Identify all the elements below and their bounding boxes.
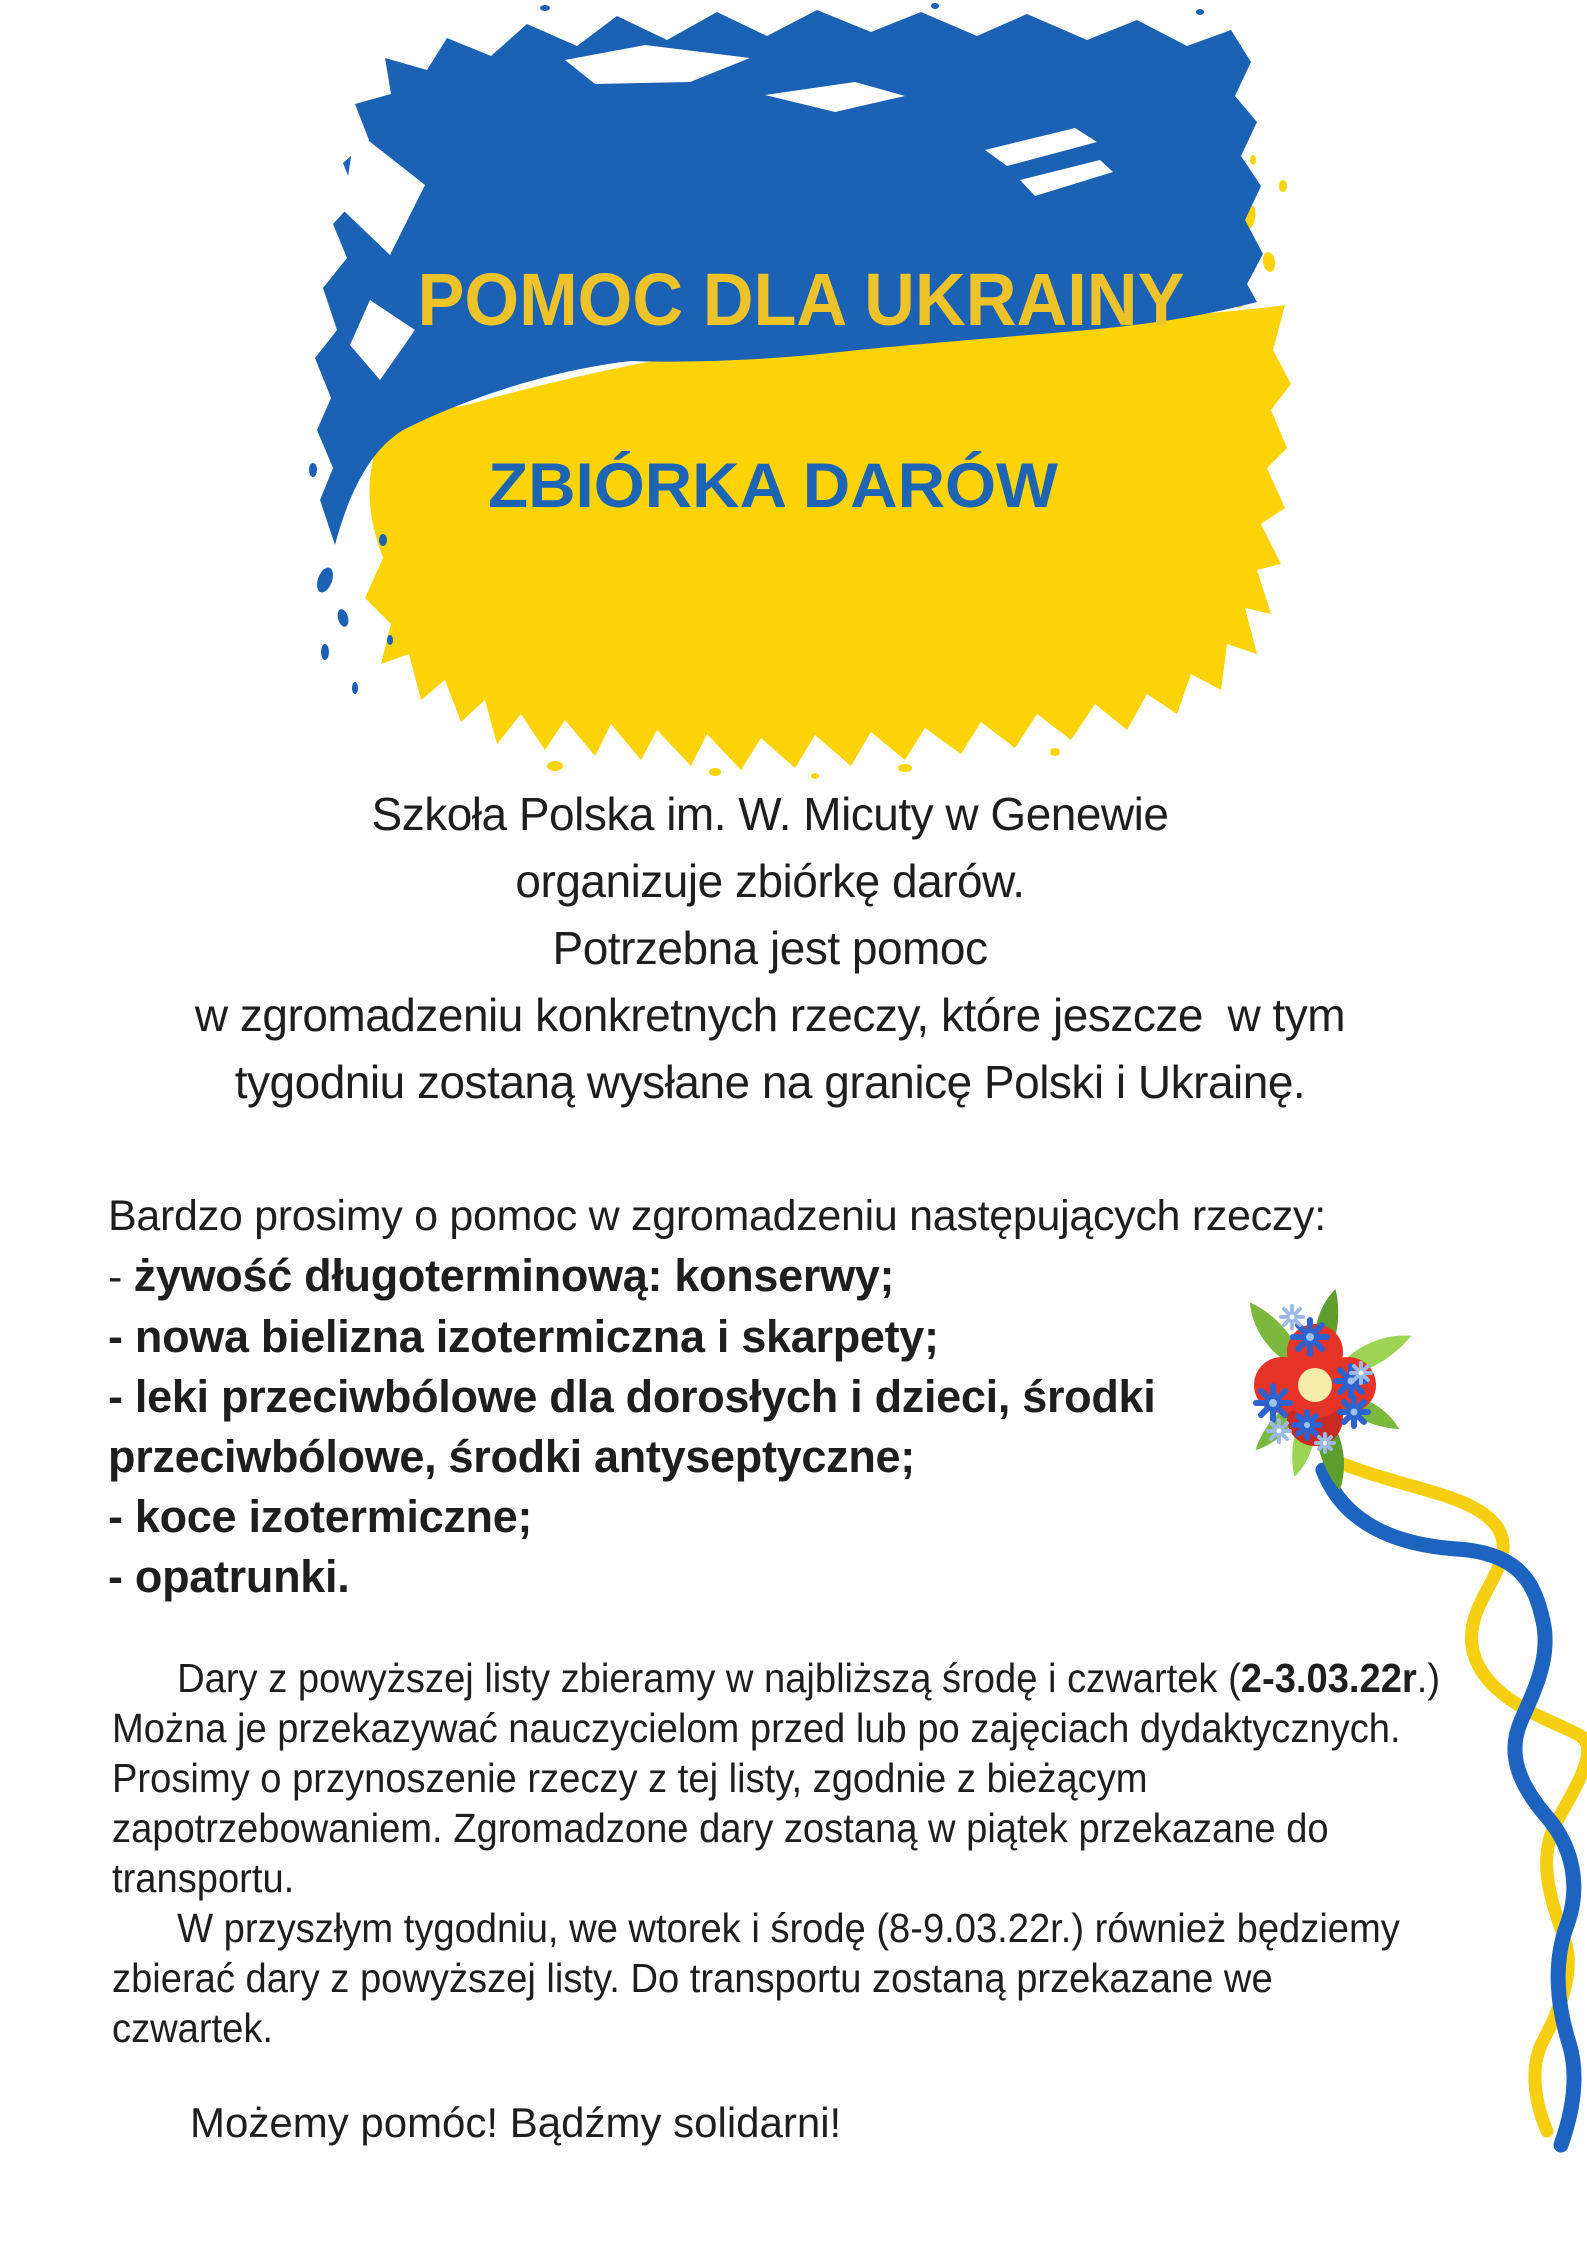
paragraph-text: .)	[1416, 1655, 1441, 1701]
closing-slogan: Możemy pomóc! Bądźmy solidarni!	[190, 2099, 842, 2146]
paragraph1-line: zapotrzebowaniem. Zgromadzone dary zostaną w piątek przekazane do	[112, 1805, 1329, 1851]
paragraph-text: Dary z powyższej listy zbieramy w najbliższą środę i czwartek (	[177, 1655, 1241, 1701]
flag-paint-splash-graphic	[295, 0, 1295, 780]
list-item: - opatrunki.	[108, 1551, 350, 1602]
paragraph1-line	[112, 1653, 1526, 1703]
intro-line: organizuje zbiórkę darów.	[515, 855, 1025, 907]
list-item-dash: -	[108, 1253, 134, 1301]
flower-center	[1298, 1368, 1332, 1402]
headline-zbiorka-darow: ZBIÓRKA DARÓW	[488, 451, 1059, 521]
intro-line: w zgromadzeniu konkretnych rzeczy, które jeszcze w tym	[194, 989, 1346, 1041]
paragraph1-line: Można je przekazywać nauczycielom przed lub po zajęciach dydaktycznych.	[112, 1705, 1401, 1751]
paragraph2-line: zbierać dary z powyższej listy. Do transportu zostaną przekazane we	[112, 1955, 1273, 2001]
paragraph2-line: czwartek.	[112, 2005, 274, 2051]
paragraph1-line: transportu.	[112, 1855, 295, 1901]
intro-line: Potrzebna jest pomoc	[552, 922, 988, 974]
list-item-text: żywość długoterminową: konserwy;	[133, 1250, 895, 1301]
list-item-continuation: przeciwbólowe, środki antyseptyczne;	[108, 1431, 915, 1482]
headline-pomoc-dla-ukrainy: POMOC DLA UKRAINY	[417, 258, 1185, 341]
paragraph1-line: Prosimy o przynoszenie rzeczy z tej listy, zgodnie z bieżącym	[112, 1755, 1148, 1801]
list-intro: Bardzo prosimy o pomoc w zgromadzeniu następujących rzeczy:	[108, 1192, 1326, 1240]
list-item: - nowa bielizna izotermiczna i skarpety;	[108, 1311, 939, 1362]
paragraph2-line: W przyszłym tygodniu, we wtorek i środę (8-9.03.22r.) również będziemy	[177, 1905, 1400, 1951]
list-item: - leki przeciwbólowe dla dorosłych i dzieci, środki	[108, 1371, 1156, 1422]
intro-line: Szkoła Polska im. W. Micuty w Genewie	[371, 788, 1169, 840]
intro-line: tygodniu zostaną wysłane na granicę Polski i Ukrainę.	[234, 1056, 1306, 1108]
body-paragraphs	[112, 1653, 1526, 2053]
dates-bold: 2-3.03.22r	[1240, 1655, 1417, 1701]
intro-paragraph	[0, 781, 1540, 1116]
list-item: - koce izotermiczne;	[108, 1491, 533, 1542]
